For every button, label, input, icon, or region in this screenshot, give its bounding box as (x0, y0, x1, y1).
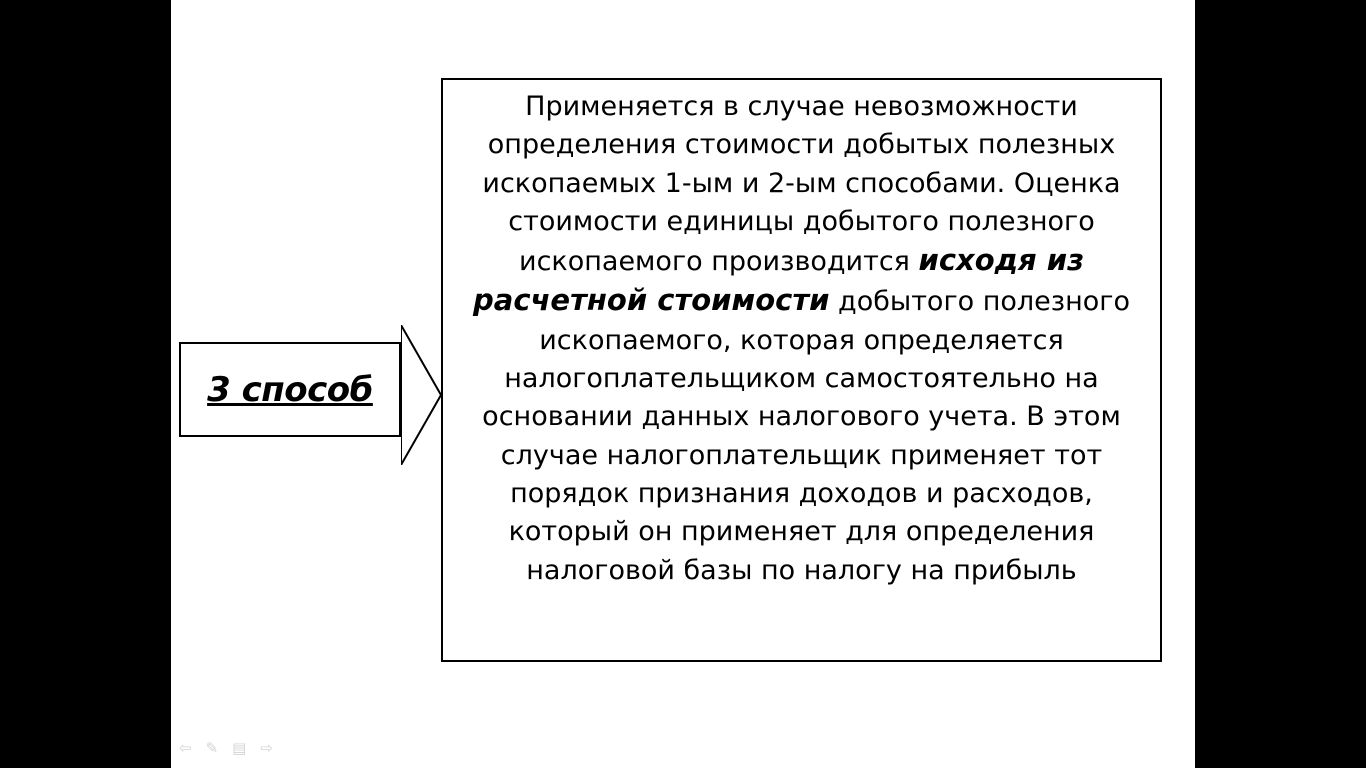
back-arrow-icon[interactable]: ⇦ (179, 739, 192, 757)
description-text: Применяется в случае невозможности определения стоимости добытых полезных ископаемых 1-ым и 2-ым способами. Оценка стоимости единицы добытого полезного ископаемого производится (482, 91, 1121, 278)
slide (171, 0, 1195, 768)
forward-arrow-icon[interactable]: ⇨ (260, 739, 273, 757)
method-box (179, 342, 401, 437)
description-box (441, 78, 1162, 662)
pen-icon[interactable]: ✎ (205, 739, 219, 757)
menu-icon[interactable]: ▤ (232, 739, 247, 757)
slide-nav (179, 739, 273, 757)
description-text-continued: добытого полезного ископаемого, которая определяется налогоплательщиком самостоятельно на основании данных налогового учета. В этом случае налогоплательщик применяет тот порядок признания доходов и расходов, который он применяет для определения налоговой базы по налогу на прибыль (482, 286, 1130, 586)
right-arrow-icon (401, 325, 446, 465)
method-label: 3 способ (207, 369, 373, 410)
description-emphasis: исходя из расчетной стоимости (472, 243, 1084, 318)
